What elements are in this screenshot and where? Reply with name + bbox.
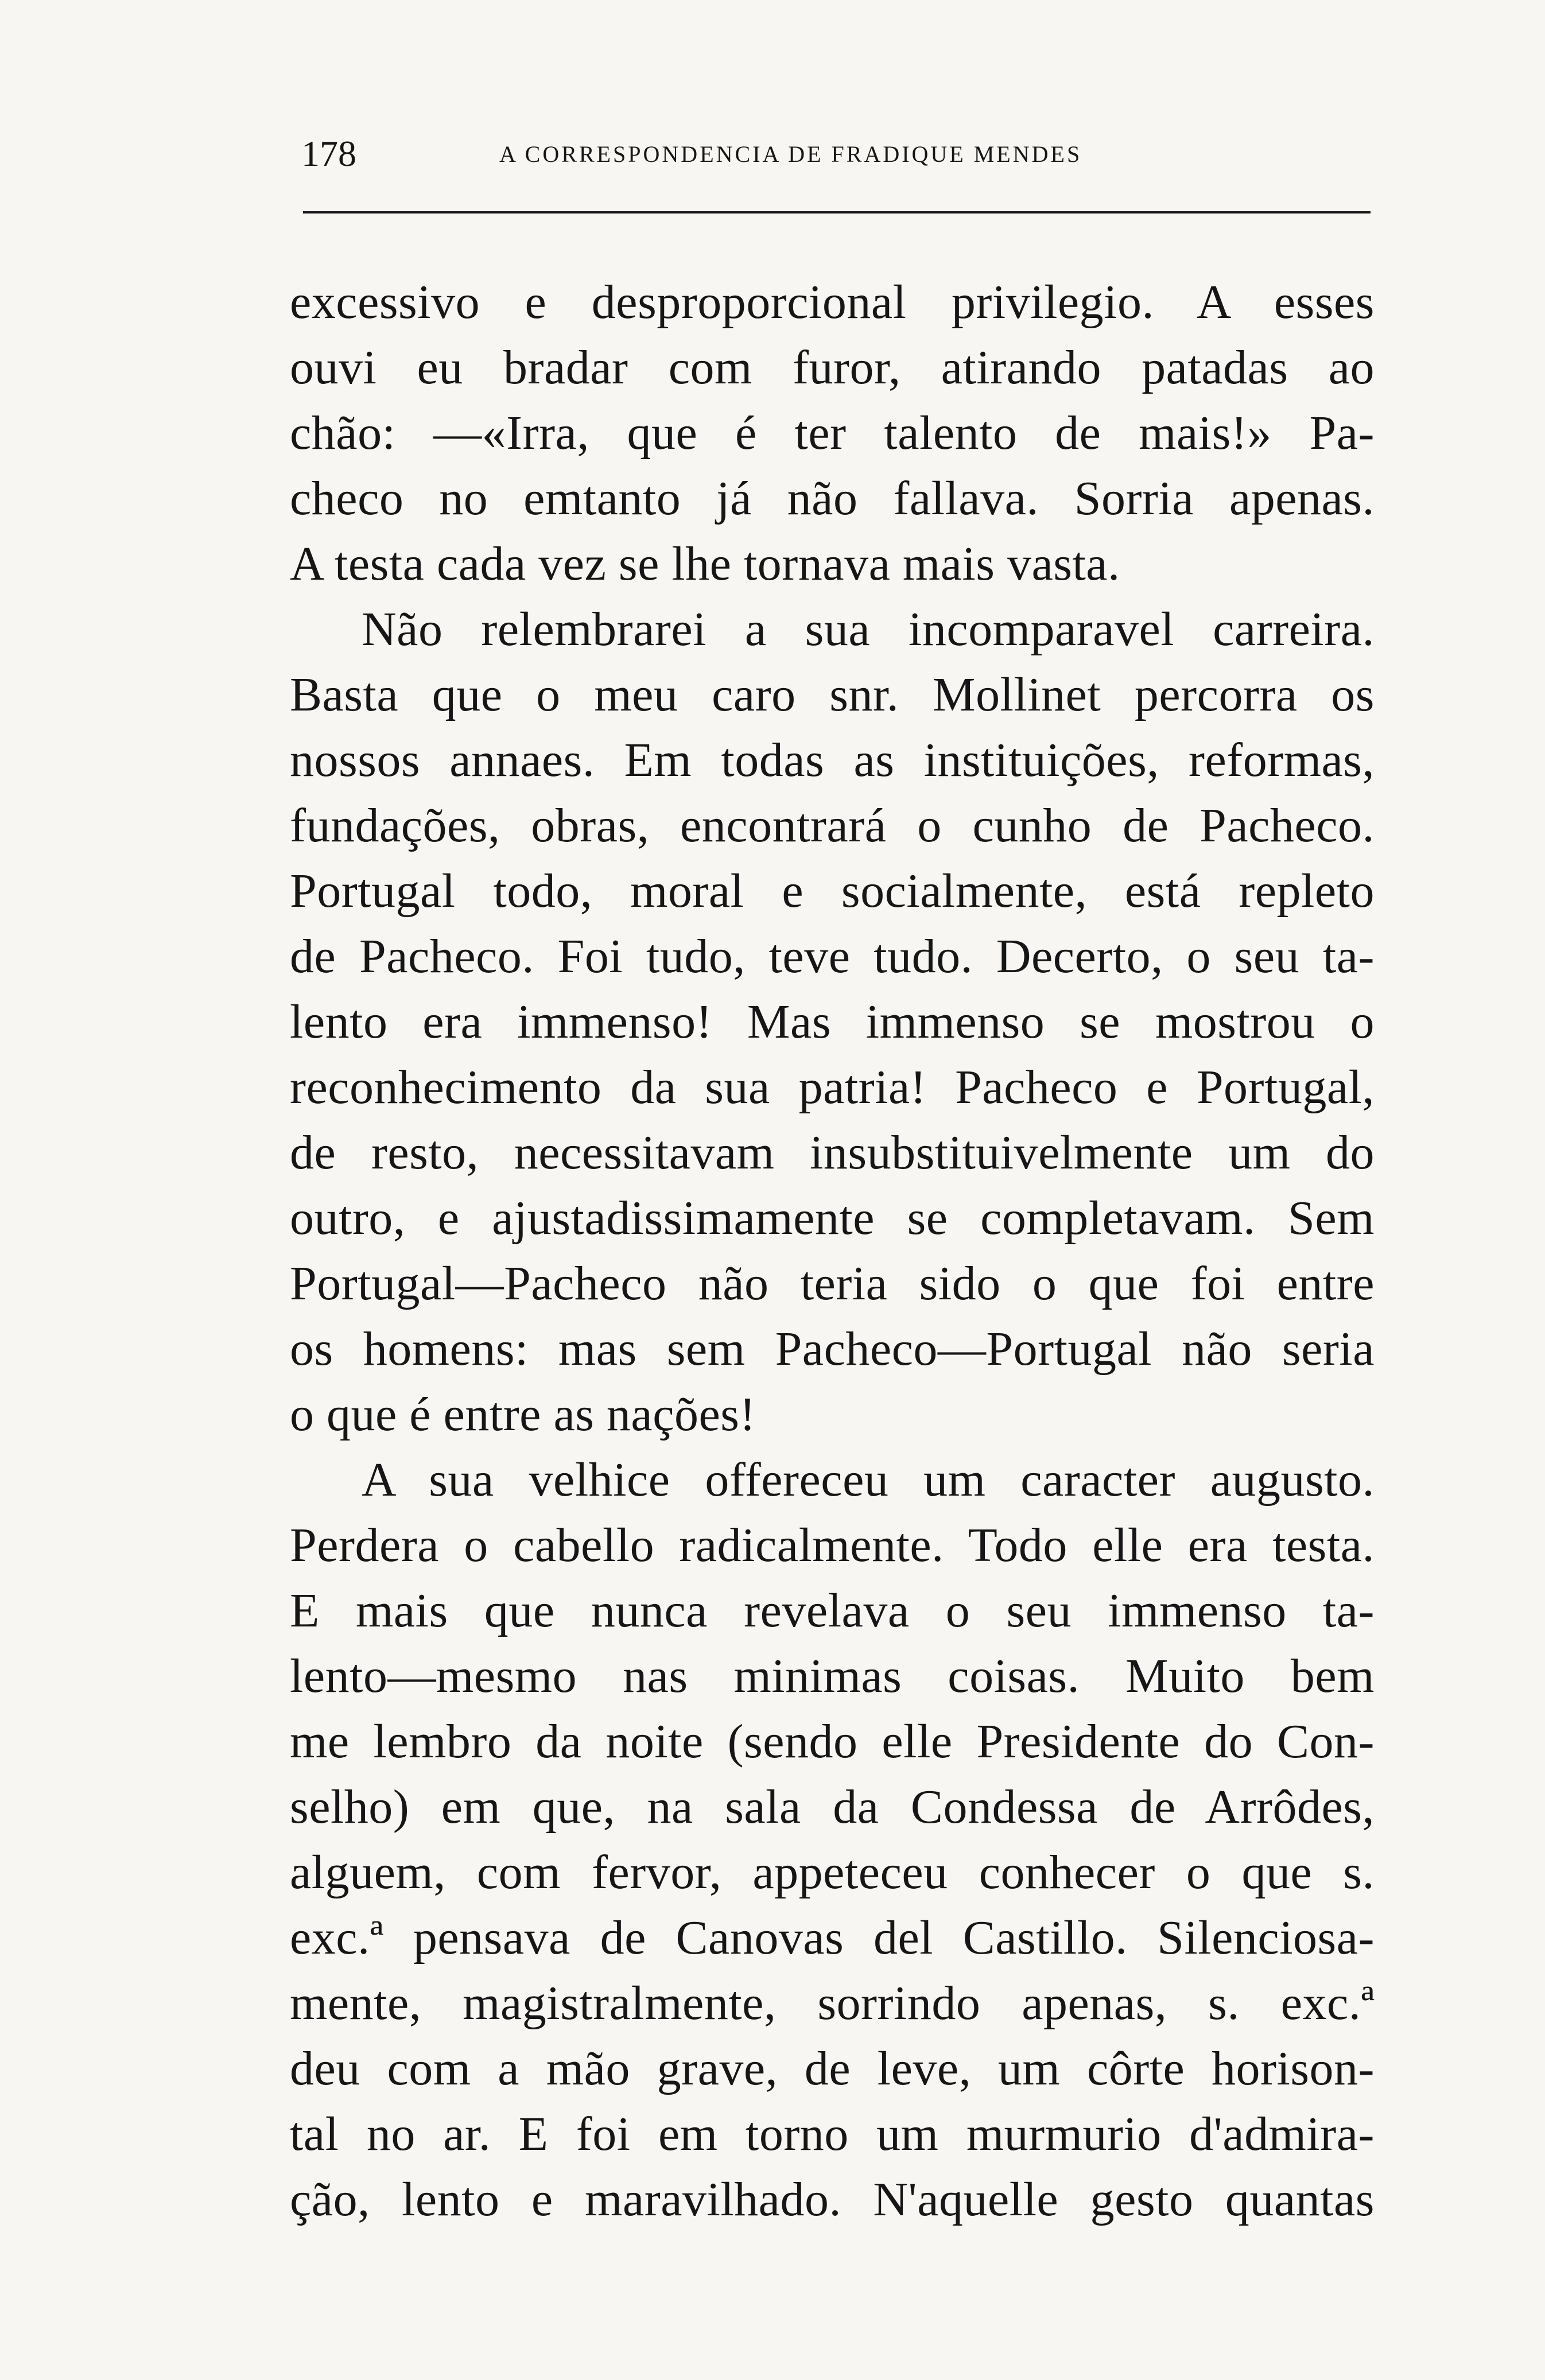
text-line: deu com a mão grave, de leve, um côrte horison- — [290, 2042, 1375, 2095]
text-line: checo no emtanto já não fallava. Sorria apenas. — [290, 472, 1375, 525]
text-line: nossos annaes. Em todas as instituições, reformas, — [290, 733, 1375, 787]
text-line: de resto, necessitavam insubstituivelmente um do — [290, 1126, 1375, 1179]
text-line: Basta que o meu caro snr. Mollinet percorra os — [290, 668, 1375, 721]
text-line: exc.ª pensava de Canovas del Castillo. Silenciosa- — [290, 1911, 1375, 1964]
text-line: A sua velhice offereceu um caracter augusto. — [362, 1453, 1375, 1507]
text-line: lento—mesmo nas minimas coisas. Muito bem — [290, 1649, 1375, 1703]
text-line: excessivo e desproporcional privilegio. A esses — [290, 275, 1375, 329]
text-line: ção, lento e maravilhado. N'aquelle gesto quantas — [290, 2173, 1375, 2226]
page-number: 178 — [301, 133, 356, 174]
text-line: E mais que nunca revelava o seu immenso ta- — [290, 1584, 1375, 1637]
text-line: Portugal todo, moral e socialmente, está repleto — [290, 864, 1375, 918]
text-line: lento era immenso! Mas immenso se mostrou o — [290, 995, 1375, 1049]
header-rule — [303, 211, 1371, 213]
text-line: outro, e ajustadissimamente se completavam. Sem — [290, 1191, 1375, 1245]
text-line: reconhecimento da sua patria! Pacheco e Portugal, — [290, 1061, 1375, 1114]
text-line: os homens: mas sem Pacheco—Portugal não seria — [290, 1322, 1375, 1376]
text-line: ouvi eu bradar com furor, atirando patadas ao — [290, 341, 1375, 394]
text-line: fundações, obras, encontrará o cunho de Pacheco. — [290, 799, 1375, 852]
text-line: chão: —«Irra, que é ter talento de mais!» Pa- — [290, 406, 1375, 460]
text-line: Portugal—Pacheco não teria sido o que foi entre — [290, 1257, 1375, 1310]
text-line: alguem, com fervor, appeteceu conhecer o que s. — [290, 1846, 1375, 1899]
text-line: Perdera o cabello radicalmente. Todo elle era testa. — [290, 1519, 1375, 1572]
text-line: tal no ar. E foi em torno um murmurio d'admira- — [290, 2107, 1375, 2161]
text-line: Não relembrarei a sua incomparavel carreira. — [362, 603, 1375, 656]
page-header — [301, 131, 1369, 177]
running-title: A CORRESPONDENCIA DE FRADIQUE MENDES — [499, 141, 1082, 167]
text-line: A testa cada vez se lhe tornava mais vasta. — [290, 537, 1120, 591]
text-line: mente, magistralmente, sorrindo apenas, s. exc.ª — [290, 1977, 1375, 2030]
text-line: o que é entre as nações! — [290, 1388, 756, 1441]
body-text — [290, 270, 1375, 2233]
text-line: de Pacheco. Foi tudo, teve tudo. Decerto, o seu ta- — [290, 930, 1375, 983]
text-line: me lembro da noite (sendo elle Presidente do Con- — [290, 1715, 1375, 1768]
text-line: selho) em que, na sala da Condessa de Arrôdes, — [290, 1780, 1375, 1834]
